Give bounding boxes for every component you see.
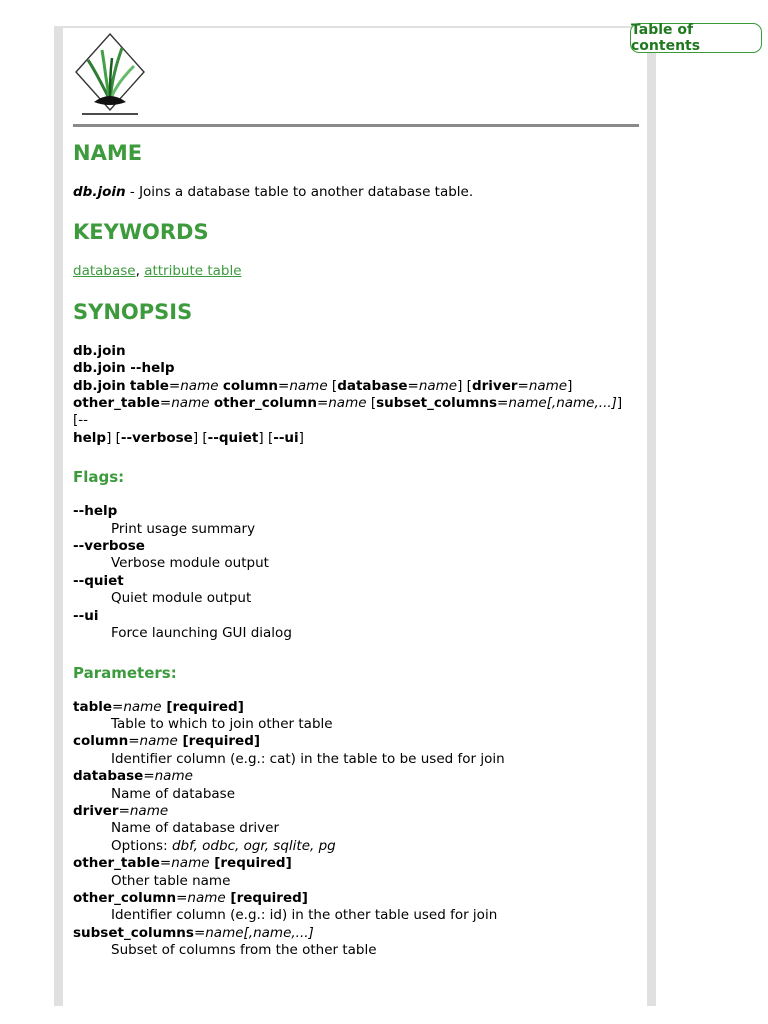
parameter-term: table=name [required]	[73, 698, 244, 715]
flag-name: --quiet	[73, 572, 124, 589]
keyword-list	[73, 263, 633, 280]
flags-list	[73, 503, 633, 642]
parameter-term: driver=name	[73, 802, 169, 819]
section-heading-name: NAME	[73, 141, 143, 165]
parameter-description: Identifier column (e.g.: cat) in the table to be used for join	[111, 750, 505, 767]
flag-description: Quiet module output	[111, 590, 252, 607]
flag-name: --ui	[73, 607, 99, 624]
parameter-term: database=name	[73, 768, 193, 785]
parameter-options: Options: dbf, odbc, ogr, sqlite, pg	[111, 837, 336, 854]
flag-name: --help	[73, 503, 118, 520]
parameter-description: Table to which to join other table	[111, 715, 333, 732]
parameter-term: column=name [required]	[73, 733, 261, 750]
keyword-link-database[interactable]: database	[73, 263, 136, 280]
synopsis-block	[73, 343, 633, 447]
flag-description: Verbose module output	[111, 555, 269, 572]
flag-name: --verbose	[73, 538, 145, 555]
synopsis-line: db.join --help	[73, 360, 175, 377]
synopsis-line: db.join	[73, 342, 126, 359]
flag-description: Force launching GUI dialog	[111, 625, 292, 642]
flag-description: Print usage summary	[111, 520, 256, 537]
manual-content	[73, 140, 633, 960]
section-heading-synopsis: SYNOPSIS	[73, 299, 193, 324]
grass-gis-logo-icon	[72, 30, 148, 118]
section-heading-keywords: KEYWORDS	[73, 220, 209, 245]
section-heading-flags: Flags:	[73, 468, 125, 487]
keyword-separator: ,	[135, 263, 145, 280]
module-summary: - Joins a database table to another database table.	[125, 184, 474, 200]
table-of-contents-button[interactable]: Table of contents	[630, 23, 762, 53]
name-description	[73, 184, 633, 201]
parameter-term: other_column=name [required]	[73, 889, 308, 906]
parameter-term: other_table=name [required]	[73, 855, 292, 872]
parameter-term: subset_columns=name[,name,...]	[73, 924, 314, 941]
module-name: db.join	[73, 184, 126, 200]
parameter-description: Other table name	[111, 872, 231, 889]
header-rule	[73, 124, 639, 127]
section-heading-parameters: Parameters:	[73, 663, 177, 682]
parameters-list	[73, 699, 633, 960]
parameter-description: Identifier column (e.g.: id) in the other table used for join	[111, 907, 498, 924]
synopsis-full-usage: db.join table=name column=name [database=name] [driver=name] other_table=name other_column=name [subset_columns=name[,name,...]] [-- help] [--verbose] [--quiet] [--ui]	[73, 377, 623, 446]
parameter-description: Name of database driver	[111, 820, 280, 837]
keyword-link-attribute-table[interactable]: attribute table	[144, 263, 242, 280]
parameter-description: Name of database	[111, 785, 236, 802]
parameter-description: Subset of columns from the other table	[111, 942, 377, 959]
